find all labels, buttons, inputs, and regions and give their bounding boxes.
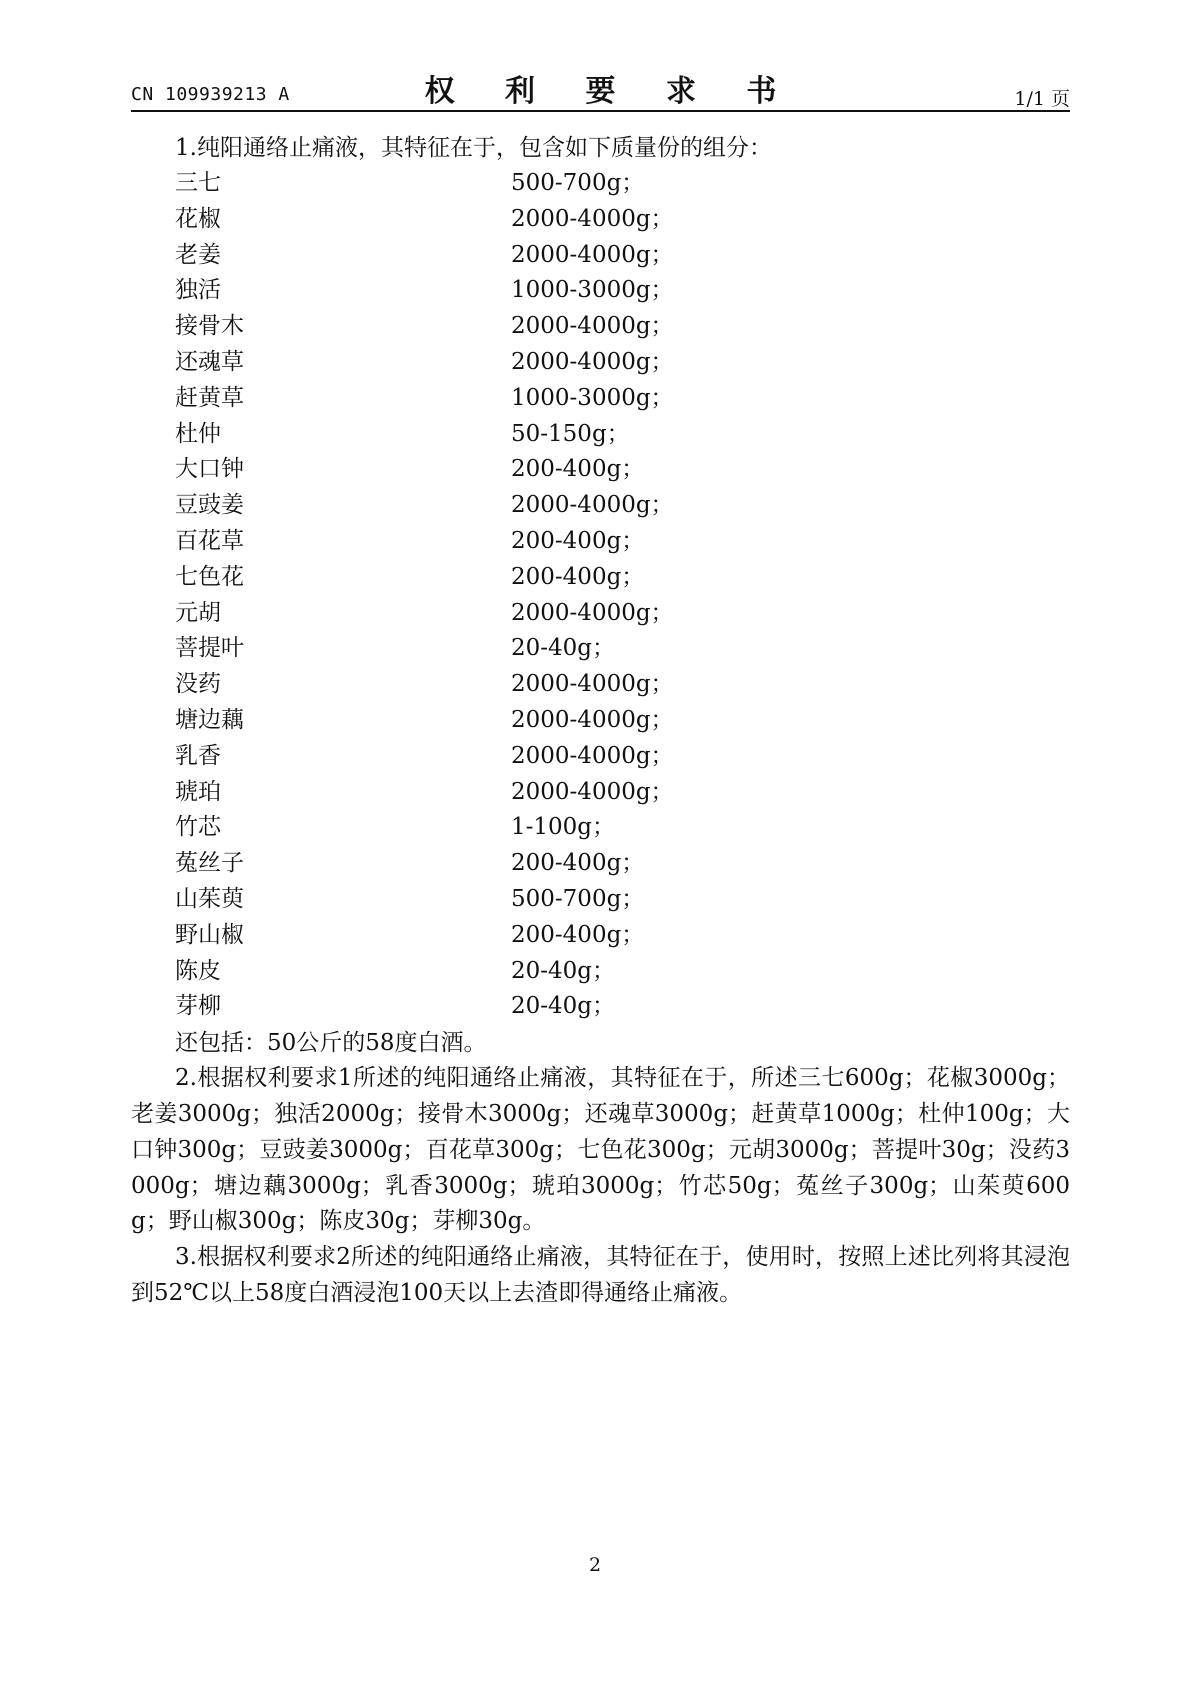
ingredient-amount: 500-700g； — [511, 885, 645, 912]
ingredient-name: 大口钟 — [175, 456, 244, 483]
ingredient-row — [131, 524, 1070, 560]
ingredient-row — [131, 238, 1070, 274]
ingredient-name: 塘边藕 — [175, 706, 244, 733]
ingredient-name: 陈皮 — [175, 957, 221, 984]
ingredient-amount: 2000-4000g； — [511, 313, 674, 340]
ingredient-row — [131, 989, 1070, 1025]
ingredient-name: 菩提叶 — [175, 635, 244, 662]
ingredient-amount: 20-40g； — [511, 635, 616, 662]
ingredient-amount: 200-400g； — [511, 850, 645, 877]
ingredient-row — [131, 273, 1070, 309]
ingredient-row — [131, 846, 1070, 882]
ingredient-row — [131, 166, 1070, 202]
ingredient-name: 乳香 — [175, 742, 221, 769]
ingredient-row — [131, 703, 1070, 739]
ingredient-amount: 1000-3000g； — [511, 277, 674, 304]
ingredient-amount: 50-150g； — [511, 420, 630, 447]
ingredient-name: 老姜 — [175, 241, 221, 268]
ingredient-name: 芽柳 — [175, 993, 221, 1020]
ingredient-row — [131, 918, 1070, 954]
ingredient-amount: 500-700g； — [511, 170, 645, 196]
ingredient-amount: 2000-4000g； — [511, 348, 674, 375]
ingredient-row — [131, 739, 1070, 775]
claims-body — [131, 130, 1070, 1312]
page-indicator: 1/1 页 — [1014, 88, 1070, 110]
ingredient-amount: 2000-4000g； — [511, 778, 674, 805]
ingredient-amount: 2000-4000g； — [511, 241, 674, 268]
ingredient-amount: 2000-4000g； — [511, 205, 674, 232]
ingredient-amount: 200-400g； — [511, 527, 645, 554]
ingredient-amount: 2000-4000g； — [511, 706, 674, 733]
ingredient-name: 没药 — [175, 671, 221, 698]
ingredient-amount: 2000-4000g； — [511, 492, 674, 519]
ingredient-name: 琥珀 — [175, 778, 221, 805]
ingredient-row — [131, 631, 1070, 667]
ingredient-name: 野山椒 — [175, 921, 244, 948]
ingredient-name: 百花草 — [175, 527, 244, 554]
document-title: 权 利 要 求 书 — [424, 74, 797, 109]
ingredient-amount: 20-40g； — [511, 993, 616, 1020]
ingredient-name: 豆豉姜 — [175, 492, 244, 519]
ingredient-name: 接骨木 — [175, 313, 244, 340]
ingredient-name: 赶黄草 — [175, 384, 244, 411]
ingredient-row — [131, 667, 1070, 703]
document-header — [131, 66, 1070, 112]
ingredient-amount: 2000-4000g； — [511, 671, 674, 698]
ingredient-row — [131, 560, 1070, 596]
ingredient-list — [131, 166, 1070, 1025]
ingredient-name: 七色花 — [175, 563, 244, 590]
ingredient-row — [131, 596, 1070, 632]
ingredient-row — [131, 775, 1070, 811]
ingredient-name: 元胡 — [175, 599, 221, 626]
claim-2-text: 2.根据权利要求1所述的纯阳通络止痛液，其特征在于，所述三七600g；花椒3000g；老姜3000g；独活2000g；接骨木3000g；还魂草3000g；赶黄草1000g；杜仲100g；大口钟300g；豆豉姜3000g；百花草300g；七色花300g；元胡3000g；菩提叶30g；没药3000g；塘边藕3000g；乳香3000g；琥珀3000g；竹芯50g；菟丝子300g；山茱萸600g；野山椒300g；陈皮30g；芽柳30g。 — [131, 1065, 1070, 1235]
page-number: 2 — [588, 1554, 602, 1576]
ingredient-name: 三七 — [175, 170, 221, 196]
publication-number: CN 109939213 A — [131, 84, 290, 105]
ingredient-amount: 200-400g； — [511, 563, 645, 590]
ingredient-row — [131, 309, 1070, 345]
claim-3-text: 3.根据权利要求2所述的纯阳通络止痛液，其特征在于，使用时，按照上述比列将其浸泡到52℃以上58度白酒浸泡100天以上去渣即得通络止痛液。 — [131, 1244, 1070, 1306]
ingredient-row — [131, 954, 1070, 990]
ingredient-name: 山茱萸 — [175, 885, 244, 912]
ingredient-amount: 1000-3000g； — [511, 384, 674, 411]
ingredient-name: 还魂草 — [175, 348, 244, 375]
ingredient-row — [131, 202, 1070, 238]
ingredient-amount: 20-40g； — [511, 957, 616, 984]
claim-1-also-includes: 还包括：50公斤的58度白酒。 — [175, 1030, 487, 1057]
ingredient-amount: 200-400g； — [511, 921, 645, 948]
ingredient-name: 菟丝子 — [175, 850, 244, 877]
ingredient-amount: 2000-4000g； — [511, 599, 674, 626]
ingredient-name: 竹芯 — [175, 814, 221, 841]
ingredient-amount: 1-100g； — [511, 814, 616, 841]
ingredient-row — [131, 381, 1070, 417]
ingredient-row — [131, 488, 1070, 524]
ingredient-amount: 2000-4000g； — [511, 742, 674, 769]
ingredient-row — [131, 345, 1070, 381]
claim-1-intro: 1.纯阳通络止痛液，其特征在于，包含如下质量份的组分： — [175, 135, 772, 161]
ingredient-name: 杜仲 — [175, 420, 221, 447]
ingredient-row — [131, 882, 1070, 918]
ingredient-amount: 200-400g； — [511, 456, 645, 483]
ingredient-row — [131, 810, 1070, 846]
ingredient-name: 花椒 — [175, 205, 221, 232]
ingredient-row — [131, 452, 1070, 488]
ingredient-name: 独活 — [175, 277, 221, 304]
ingredient-row — [131, 417, 1070, 453]
